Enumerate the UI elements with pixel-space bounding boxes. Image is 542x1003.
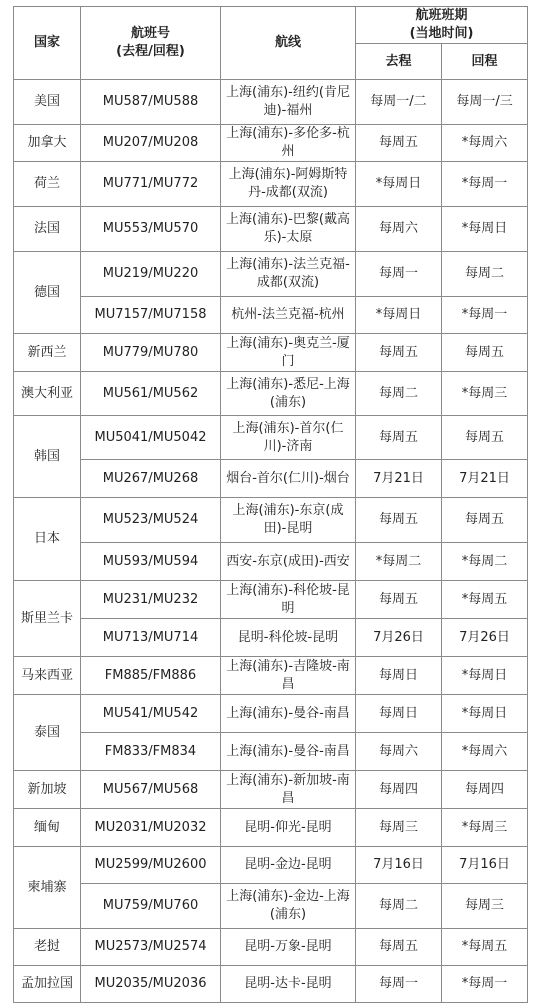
country-cell: 澳大利亚 xyxy=(14,372,81,416)
table-row xyxy=(14,695,528,733)
flight-number-cell: MU713/MU714 xyxy=(81,619,221,657)
return-cell: *每周六 xyxy=(442,733,528,771)
return-cell: *每周日 xyxy=(442,657,528,695)
return-cell: 每周五 xyxy=(442,334,528,372)
flight-number-cell: MU523/MU524 xyxy=(81,498,221,543)
return-cell: 7月21日 xyxy=(442,460,528,498)
outbound-cell: 每周五 xyxy=(356,416,442,460)
route-cell: 西安-东京(成田)-西安 xyxy=(221,543,356,581)
route-cell: 上海(浦东)-曼谷-南昌 xyxy=(221,695,356,733)
outbound-cell: 每周一 xyxy=(356,252,442,297)
return-cell: *每周一 xyxy=(442,162,528,207)
route-cell: 上海(浦东)-奥克兰-厦门 xyxy=(221,334,356,372)
outbound-cell: 每周日 xyxy=(356,695,442,733)
table-row xyxy=(14,372,528,416)
outbound-cell: 7月21日 xyxy=(356,460,442,498)
route-cell: 上海(浦东)-阿姆斯特丹-成都(双流) xyxy=(221,162,356,207)
route-cell: 上海(浦东)-科伦坡-昆明 xyxy=(221,581,356,619)
table-row xyxy=(14,334,528,372)
return-cell: 7月16日 xyxy=(442,847,528,884)
return-cell: *每周五 xyxy=(442,929,528,966)
country-cell: 新西兰 xyxy=(14,334,81,372)
country-cell: 德国 xyxy=(14,252,81,334)
outbound-cell: 每周五 xyxy=(356,498,442,543)
flight-number-cell: MU587/MU588 xyxy=(81,80,221,125)
return-cell: *每周三 xyxy=(442,809,528,847)
flight-number-cell: MU541/MU542 xyxy=(81,695,221,733)
outbound-cell: 每周五 xyxy=(356,125,442,162)
table-row xyxy=(14,125,528,162)
outbound-cell: 每周一 xyxy=(356,966,442,1003)
table-row xyxy=(14,460,528,498)
outbound-cell: 每周五 xyxy=(356,929,442,966)
outbound-cell: *每周日 xyxy=(356,297,442,334)
table-row xyxy=(14,657,528,695)
country-cell: 柬埔寨 xyxy=(14,847,81,929)
route-cell: 昆明-仰光-昆明 xyxy=(221,809,356,847)
table-row xyxy=(14,543,528,581)
return-cell: *每周日 xyxy=(442,695,528,733)
country-cell: 法国 xyxy=(14,207,81,252)
flight-number-cell: MU2599/MU2600 xyxy=(81,847,221,884)
flight-number-cell: MU2035/MU2036 xyxy=(81,966,221,1003)
table-row xyxy=(14,416,528,460)
country-cell: 新加坡 xyxy=(14,771,81,809)
header-flight-line1: 航班号 xyxy=(130,26,170,41)
flight-number-cell: MU759/MU760 xyxy=(81,884,221,929)
header-flight-number xyxy=(81,7,221,80)
outbound-cell: 每周六 xyxy=(356,733,442,771)
country-cell: 老挝 xyxy=(14,929,81,966)
outbound-cell: 每周日 xyxy=(356,657,442,695)
return-cell: *每周五 xyxy=(442,581,528,619)
flight-number-cell: MU2573/MU2574 xyxy=(81,929,221,966)
route-cell: 昆明-达卡-昆明 xyxy=(221,966,356,1003)
outbound-cell: 每周一/二 xyxy=(356,80,442,125)
header-outbound: 去程 xyxy=(356,44,442,80)
outbound-cell: *每周二 xyxy=(356,543,442,581)
outbound-cell: 每周六 xyxy=(356,207,442,252)
route-cell: 上海(浦东)-东京(成田)-昆明 xyxy=(221,498,356,543)
table-row xyxy=(14,297,528,334)
table-row xyxy=(14,162,528,207)
route-cell: 上海(浦东)-吉隆坡-南昌 xyxy=(221,657,356,695)
table-row xyxy=(14,966,528,1003)
flight-number-cell: MU561/MU562 xyxy=(81,372,221,416)
return-cell: 每周二 xyxy=(442,252,528,297)
flight-number-cell: MU779/MU780 xyxy=(81,334,221,372)
table-row xyxy=(14,252,528,297)
return-cell: 每周五 xyxy=(442,416,528,460)
outbound-cell: 每周五 xyxy=(356,581,442,619)
outbound-cell: 每周四 xyxy=(356,771,442,809)
country-cell: 加拿大 xyxy=(14,125,81,162)
header-route: 航线 xyxy=(221,7,356,80)
flight-number-cell: MU207/MU208 xyxy=(81,125,221,162)
route-cell: 上海(浦东)-纽约(肯尼迪)-福州 xyxy=(221,80,356,125)
flight-number-cell: MU593/MU594 xyxy=(81,543,221,581)
header-return: 回程 xyxy=(442,44,528,80)
return-cell: *每周日 xyxy=(442,207,528,252)
flight-number-cell: FM833/FM834 xyxy=(81,733,221,771)
outbound-cell: 每周二 xyxy=(356,884,442,929)
table-row xyxy=(14,581,528,619)
route-cell: 杭州-法兰克福-杭州 xyxy=(221,297,356,334)
flight-number-cell: MU771/MU772 xyxy=(81,162,221,207)
table-row xyxy=(14,498,528,543)
route-cell: 上海(浦东)-首尔(仁川)-济南 xyxy=(221,416,356,460)
outbound-cell: 7月16日 xyxy=(356,847,442,884)
header-schedule xyxy=(356,7,528,44)
flight-number-cell: FM885/FM886 xyxy=(81,657,221,695)
flight-number-cell: MU231/MU232 xyxy=(81,581,221,619)
country-cell: 美国 xyxy=(14,80,81,125)
country-cell: 斯里兰卡 xyxy=(14,581,81,657)
return-cell: *每周一 xyxy=(442,297,528,334)
route-cell: 上海(浦东)-法兰克福-成都(双流) xyxy=(221,252,356,297)
return-cell: *每周三 xyxy=(442,372,528,416)
table-row xyxy=(14,847,528,884)
route-cell: 上海(浦东)-巴黎(戴高乐)-太原 xyxy=(221,207,356,252)
table-row xyxy=(14,80,528,125)
route-cell: 烟台-首尔(仁川)-烟台 xyxy=(221,460,356,498)
header-schedule-line1: 航班班期 xyxy=(415,8,468,23)
route-cell: 上海(浦东)-新加坡-南昌 xyxy=(221,771,356,809)
route-cell: 昆明-科伦坡-昆明 xyxy=(221,619,356,657)
country-cell: 泰国 xyxy=(14,695,81,771)
table-row xyxy=(14,771,528,809)
country-cell: 荷兰 xyxy=(14,162,81,207)
outbound-cell: 每周五 xyxy=(356,334,442,372)
flight-schedule-table xyxy=(13,6,528,1003)
flight-number-cell: MU2031/MU2032 xyxy=(81,809,221,847)
flight-number-cell: MU267/MU268 xyxy=(81,460,221,498)
flight-number-cell: MU219/MU220 xyxy=(81,252,221,297)
route-cell: 昆明-万象-昆明 xyxy=(221,929,356,966)
flight-number-cell: MU7157/MU7158 xyxy=(81,297,221,334)
header-flight-line2: (去程/回程) xyxy=(116,44,185,59)
table-row xyxy=(14,929,528,966)
return-cell: *每周一 xyxy=(442,966,528,1003)
return-cell: 每周三 xyxy=(442,884,528,929)
country-cell: 日本 xyxy=(14,498,81,581)
table-row xyxy=(14,809,528,847)
route-cell: 上海(浦东)-多伦多-杭州 xyxy=(221,125,356,162)
route-cell: 上海(浦东)-悉尼-上海(浦东) xyxy=(221,372,356,416)
outbound-cell: *每周日 xyxy=(356,162,442,207)
table-row xyxy=(14,207,528,252)
outbound-cell: 7月26日 xyxy=(356,619,442,657)
country-cell: 韩国 xyxy=(14,416,81,498)
return-cell: *每周二 xyxy=(442,543,528,581)
route-cell: 昆明-金边-昆明 xyxy=(221,847,356,884)
flight-number-cell: MU5041/MU5042 xyxy=(81,416,221,460)
route-cell: 上海(浦东)-曼谷-南昌 xyxy=(221,733,356,771)
route-cell: 上海(浦东)-金边-上海(浦东) xyxy=(221,884,356,929)
country-cell: 缅甸 xyxy=(14,809,81,847)
return-cell: 7月26日 xyxy=(442,619,528,657)
return-cell: 每周一/三 xyxy=(442,80,528,125)
country-cell: 马来西亚 xyxy=(14,657,81,695)
return-cell: *每周六 xyxy=(442,125,528,162)
return-cell: 每周四 xyxy=(442,771,528,809)
outbound-cell: 每周二 xyxy=(356,372,442,416)
outbound-cell: 每周三 xyxy=(356,809,442,847)
flight-number-cell: MU567/MU568 xyxy=(81,771,221,809)
flight-number-cell: MU553/MU570 xyxy=(81,207,221,252)
header-schedule-line2: (当地时间) xyxy=(409,26,474,41)
header-country: 国家 xyxy=(14,7,81,80)
return-cell: 每周五 xyxy=(442,498,528,543)
table-row xyxy=(14,733,528,771)
table-row xyxy=(14,884,528,929)
country-cell: 孟加拉国 xyxy=(14,966,81,1003)
table-row xyxy=(14,619,528,657)
